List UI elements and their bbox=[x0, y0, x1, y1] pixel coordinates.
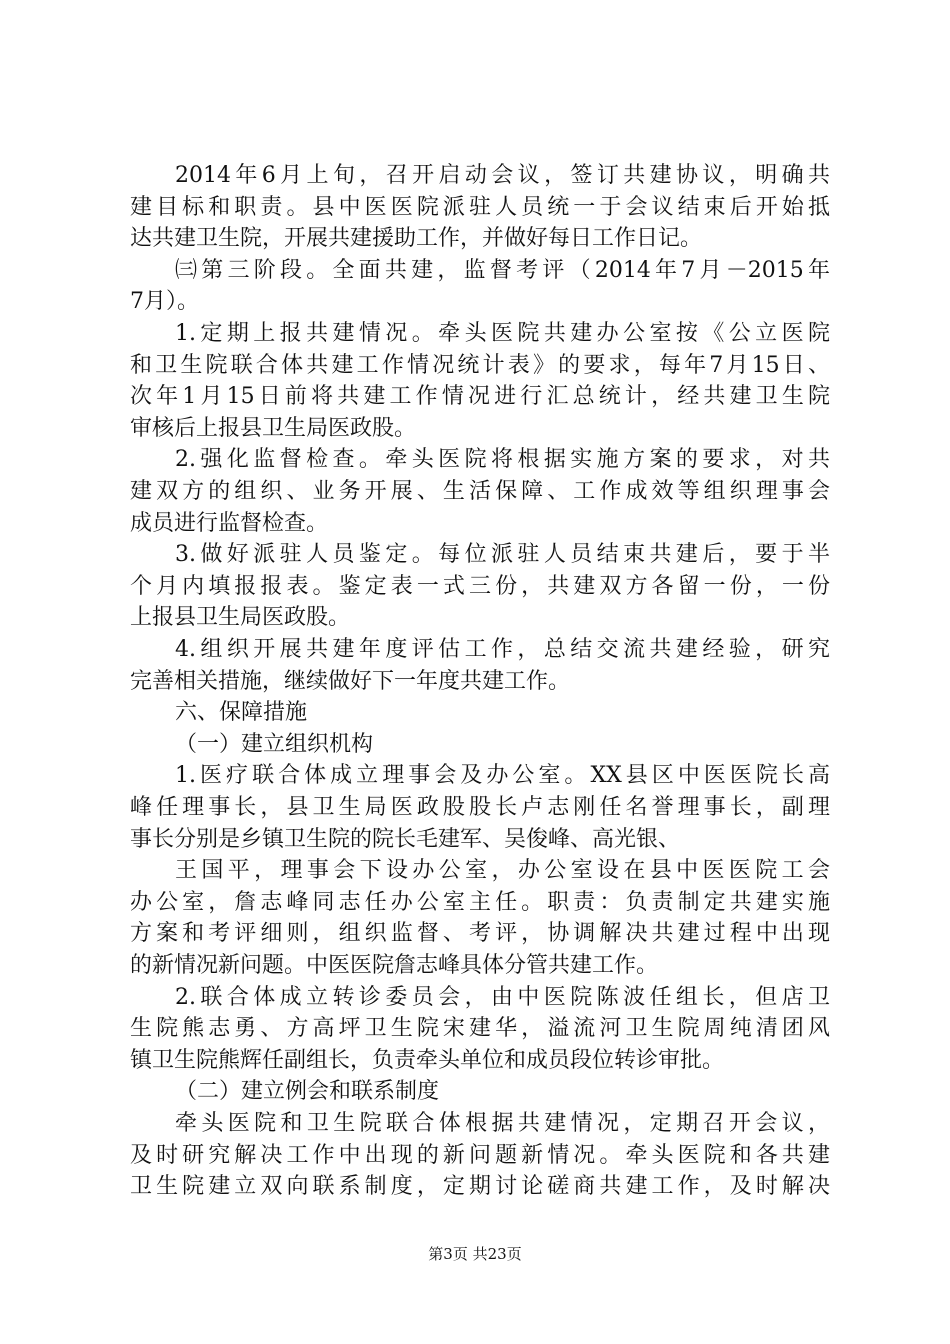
text-line: 牵头医院和卫生院联合体根据共建情况，定期召开会议， bbox=[175, 1111, 830, 1136]
text-line: 及时研究解决工作中出现的新问题新情况。牵头医院和各共建 bbox=[130, 1142, 830, 1168]
page-footer: 第3页 共23页 bbox=[428, 1245, 522, 1263]
text-line: 生院熊志勇、方高坪卫生院宋建华，溢流河卫生院周纯清团风 bbox=[130, 1016, 830, 1042]
text-line: 和卫生院联合体共建工作情况统计表》的要求，每年7月15日、 bbox=[130, 352, 830, 378]
text-line: 1.医疗联合体成立理事会及办公室。XX县区中医医院长高 bbox=[175, 763, 830, 789]
text-line: 审核后上报县卫生局医政股。 bbox=[130, 415, 417, 441]
text-line: 卫生院建立双向联系制度，定期讨论磋商共建工作，及时解决 bbox=[130, 1174, 830, 1200]
text-line: 峰任理事长，县卫生局医政股股长卢志刚任名誉理事长，副理 bbox=[130, 795, 830, 820]
text-line: 2.强化监督检查。牵头医院将根据实施方案的要求，对共 bbox=[175, 447, 830, 473]
text-line: 完善相关措施，继续做好下一年度共建工作。 bbox=[130, 668, 571, 694]
text-line: 镇卫生院熊辉任副组长，负责牵头单位和成员段位转诊审批。 bbox=[130, 1047, 725, 1073]
text-line: （二）建立例会和联系制度 bbox=[175, 1079, 440, 1105]
text-line: 成员进行监督检查。 bbox=[130, 510, 329, 536]
text-line: ㈢第三阶段。全面共建，监督考评（2014年7月－2015年 bbox=[175, 257, 830, 283]
text-line: （一）建立组织机构 bbox=[175, 731, 374, 757]
text-line: 4.组织开展共建年度评估工作，总结交流共建经验，研究 bbox=[175, 637, 830, 662]
text-line: 事长分别是乡镇卫生院的院长毛建军、吴俊峰、高光银、 bbox=[130, 826, 681, 852]
text-line: 建双方的组织、业务开展、生活保障、工作成效等组织理事会 bbox=[130, 479, 830, 504]
text-line: 2.联合体成立转诊委员会，由中医院陈波任组长，但店卫 bbox=[175, 984, 830, 1010]
text-line: 的新情况新问题。中医医院詹志峰具体分管共建工作。 bbox=[130, 953, 659, 978]
text-line: 3.做好派驻人员鉴定。每位派驻人员结束共建后，要于半 bbox=[175, 542, 830, 568]
text-line: 六、保障措施 bbox=[175, 700, 308, 726]
text-line: 次年1月15日前将共建工作情况进行汇总统计，经共建卫生院 bbox=[130, 384, 830, 410]
text-line: 达共建卫生院，开展共建援助工作，并做好每日工作日记。 bbox=[130, 226, 703, 252]
text-line: 方案和考评细则，组织监督、考评，协调解决共建过程中出现 bbox=[130, 921, 830, 947]
text-line: 上报县卫生局医政股。 bbox=[130, 605, 351, 631]
text-line: 2014年6月上旬，召开启动会议，签订共建协议，明确共 bbox=[175, 163, 830, 188]
text-line: 7月）。 bbox=[130, 289, 199, 315]
text-line: 办公室，詹志峰同志任办公室主任。职责：负责制定共建实施 bbox=[130, 889, 830, 915]
text-line: 建目标和职责。县中医医院派驻人员统一于会议结束后开始抵 bbox=[130, 194, 830, 220]
text-line: 王国平，理事会下设办公室，办公室设在县中医医院工会 bbox=[175, 858, 830, 884]
text-line: 1.定期上报共建情况。牵头医院共建办公室按《公立医院 bbox=[175, 321, 830, 346]
text-line: 个月内填报报表。鉴定表一式三份，共建双方各留一份，一份 bbox=[130, 573, 830, 599]
